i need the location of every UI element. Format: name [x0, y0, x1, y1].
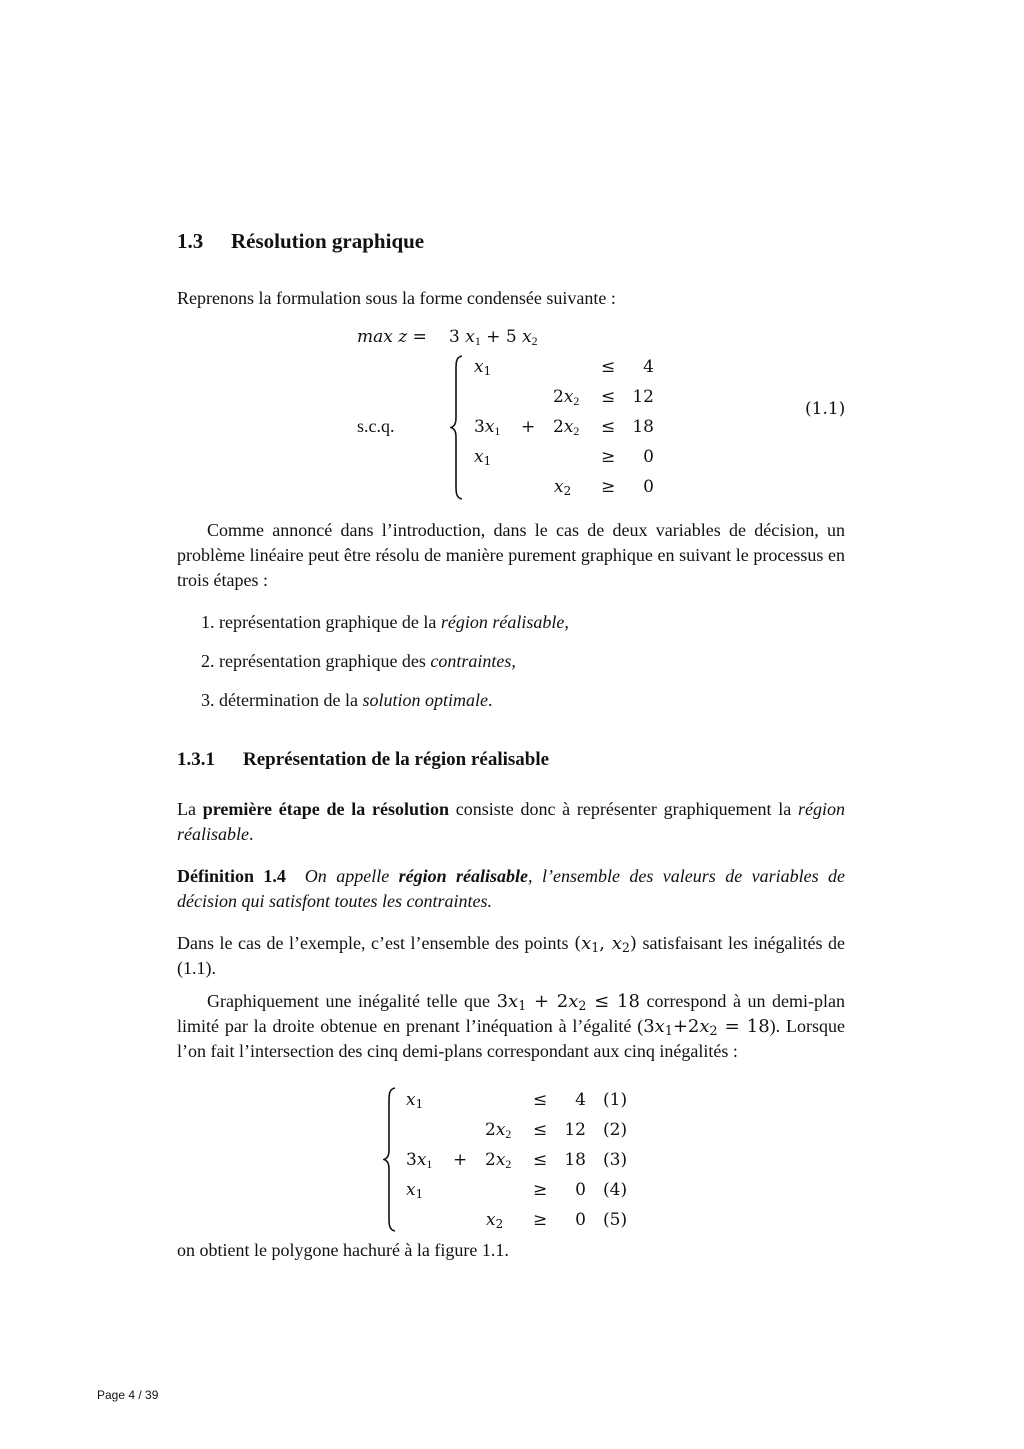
list-item-emphasis: solution optimale — [362, 690, 488, 710]
left-brace-icon — [383, 1087, 397, 1232]
rhs: 12 — [564, 1120, 586, 1140]
paragraph-example — [177, 931, 845, 981]
definition-block — [177, 864, 845, 914]
lhs-a: $3x_1$ — [406, 1150, 433, 1171]
emphasis-text: région réalisable — [177, 799, 846, 844]
lhs-b: $2x_2$ — [485, 1150, 512, 1171]
subsection-number: 1.3.1 — [177, 749, 215, 770]
section-number: 1.3 — [177, 229, 204, 253]
inequality-row-1 — [406, 1087, 636, 1113]
inequality-row-3 — [406, 1147, 636, 1173]
rhs: 4 — [643, 357, 654, 377]
text: satisfaisant les inégalités de (1.1). — [177, 933, 845, 978]
rhs: 18 — [632, 417, 654, 437]
page-number: Page 4 / 39 — [97, 1388, 159, 1402]
list-item — [201, 649, 516, 674]
constraint-row-4 — [474, 444, 664, 470]
inequality-tag: (5) — [603, 1210, 628, 1230]
list-item-text: détermination de la — [219, 690, 363, 710]
relation: ≤ — [601, 387, 616, 407]
lhs-b: $x_2$ — [554, 477, 572, 498]
rhs: 0 — [575, 1210, 586, 1230]
relation: ≤ — [533, 1120, 548, 1140]
list-item — [201, 688, 492, 713]
bold-text: première étape de la résolution — [202, 799, 449, 819]
lhs-b: $2x_2$ — [485, 1120, 512, 1141]
rhs: 18 — [564, 1150, 586, 1170]
lhs-b: $x_2$ — [486, 1210, 504, 1231]
rhs: 12 — [632, 387, 654, 407]
rhs: 0 — [643, 477, 654, 497]
text: On appelle — [304, 866, 399, 886]
section-heading — [177, 229, 424, 254]
subsection-heading — [177, 749, 549, 771]
plus-sign: + — [453, 1150, 468, 1170]
relation: ≤ — [601, 357, 616, 377]
constraint-row-5 — [474, 474, 664, 500]
constraint-row-3 — [474, 414, 664, 440]
list-item-emphasis: contraintes, — [430, 651, 516, 671]
relation: ≥ — [533, 1180, 548, 1200]
math-inequality: $3x_1 + 2x_2 \le 18$ — [496, 991, 640, 1014]
inequality-row-4 — [406, 1177, 636, 1203]
relation: ≥ — [533, 1210, 548, 1230]
text: La — [177, 799, 203, 819]
objective-expr: 3 $x_1 + 5$ $x_2$ — [449, 327, 538, 348]
lhs-a: $x_1$ — [406, 1180, 424, 1201]
paragraph-first-step — [177, 797, 845, 847]
relation: ≤ — [533, 1090, 548, 1110]
closing-text: on obtient le polygone hachuré à la figure 1.1. — [177, 1240, 509, 1260]
lhs-a: $x_1$ — [474, 447, 492, 468]
lhs-b: $2x_2$ — [553, 387, 580, 408]
bold-term: région réalisable — [398, 866, 529, 886]
lhs-b: $2x_2$ — [553, 417, 580, 438]
math-equality: $3x_1+2x_2 = 18$ — [643, 1016, 770, 1039]
relation: ≥ — [601, 477, 616, 497]
lhs-a: $x_1$ — [406, 1090, 424, 1111]
paragraph-graphical — [177, 989, 845, 1064]
objective-row — [357, 324, 657, 350]
paragraph-intro-steps: Comme annoncé dans l’introduction, dans le cas de deux variables de décision, un problème linéaire peut être résolu de manière purement graphique en suivant le processus en trois étapes : — [177, 520, 845, 590]
inequality-row-5 — [406, 1207, 636, 1233]
rhs: 4 — [575, 1090, 586, 1110]
constraint-row-2 — [474, 384, 664, 410]
left-brace-icon — [450, 355, 464, 500]
text: Dans le cas de l’exemple, c’est l’ensemble des points — [177, 933, 575, 953]
list-item-text: représentation graphique de la — [219, 612, 441, 632]
definition-label: Définition 1.4 — [177, 866, 286, 886]
list-item-number: 3. — [201, 690, 215, 710]
relation: ≥ — [601, 447, 616, 467]
objective-label: max z = — [357, 327, 427, 347]
text: Graphiquement une inégalité telle que — [207, 991, 497, 1011]
inequality-tag: (3) — [603, 1150, 628, 1170]
rhs: 0 — [643, 447, 654, 467]
inequality-row-2 — [406, 1117, 636, 1143]
constraints-label: s.c.q. — [357, 416, 395, 436]
text: , l’ensemble des valeurs de variables de décision qui satisfont toutes les contraintes. — [177, 866, 846, 911]
plus-sign: + — [521, 417, 536, 437]
math-point: ($x_1$, $x_2$) — [574, 933, 637, 956]
list-item-number: 2. — [201, 651, 215, 671]
subsection-title: Représentation de la région réalisable — [243, 749, 550, 770]
inequality-tag: (4) — [603, 1180, 628, 1200]
lhs-a: $3x_1$ — [474, 417, 501, 438]
relation: ≤ — [533, 1150, 548, 1170]
inequality-tag: (1) — [603, 1090, 628, 1110]
relation: ≤ — [601, 417, 616, 437]
list-item-text: représentation graphique des — [219, 651, 431, 671]
intro-text: Reprenons la formulation sous la forme condensée suivante : — [177, 288, 616, 308]
list-item-tail: . — [487, 690, 493, 710]
lhs-a: $x_1$ — [474, 357, 492, 378]
list-item — [201, 610, 569, 635]
text: . — [249, 824, 254, 844]
text: consiste donc à représenter graphiquement la — [448, 799, 799, 819]
inequality-tag: (2) — [603, 1120, 628, 1140]
section-title: Résolution graphique — [231, 229, 425, 253]
text: correspond à un demi-plan limité par la droite obtenue en prenant l’inéquation à l’égalité ( — [177, 991, 845, 1036]
rhs: 0 — [575, 1180, 586, 1200]
list-item-number: 1. — [201, 612, 215, 632]
equation-label: (1.1) — [805, 399, 846, 419]
list-item-emphasis: région réalisable, — [440, 612, 569, 632]
text: ). Lorsque l’on fait l’intersection des cinq demi-plans correspondant aux cinq inégalités : — [177, 1016, 845, 1061]
constraint-row-1 — [474, 354, 664, 380]
